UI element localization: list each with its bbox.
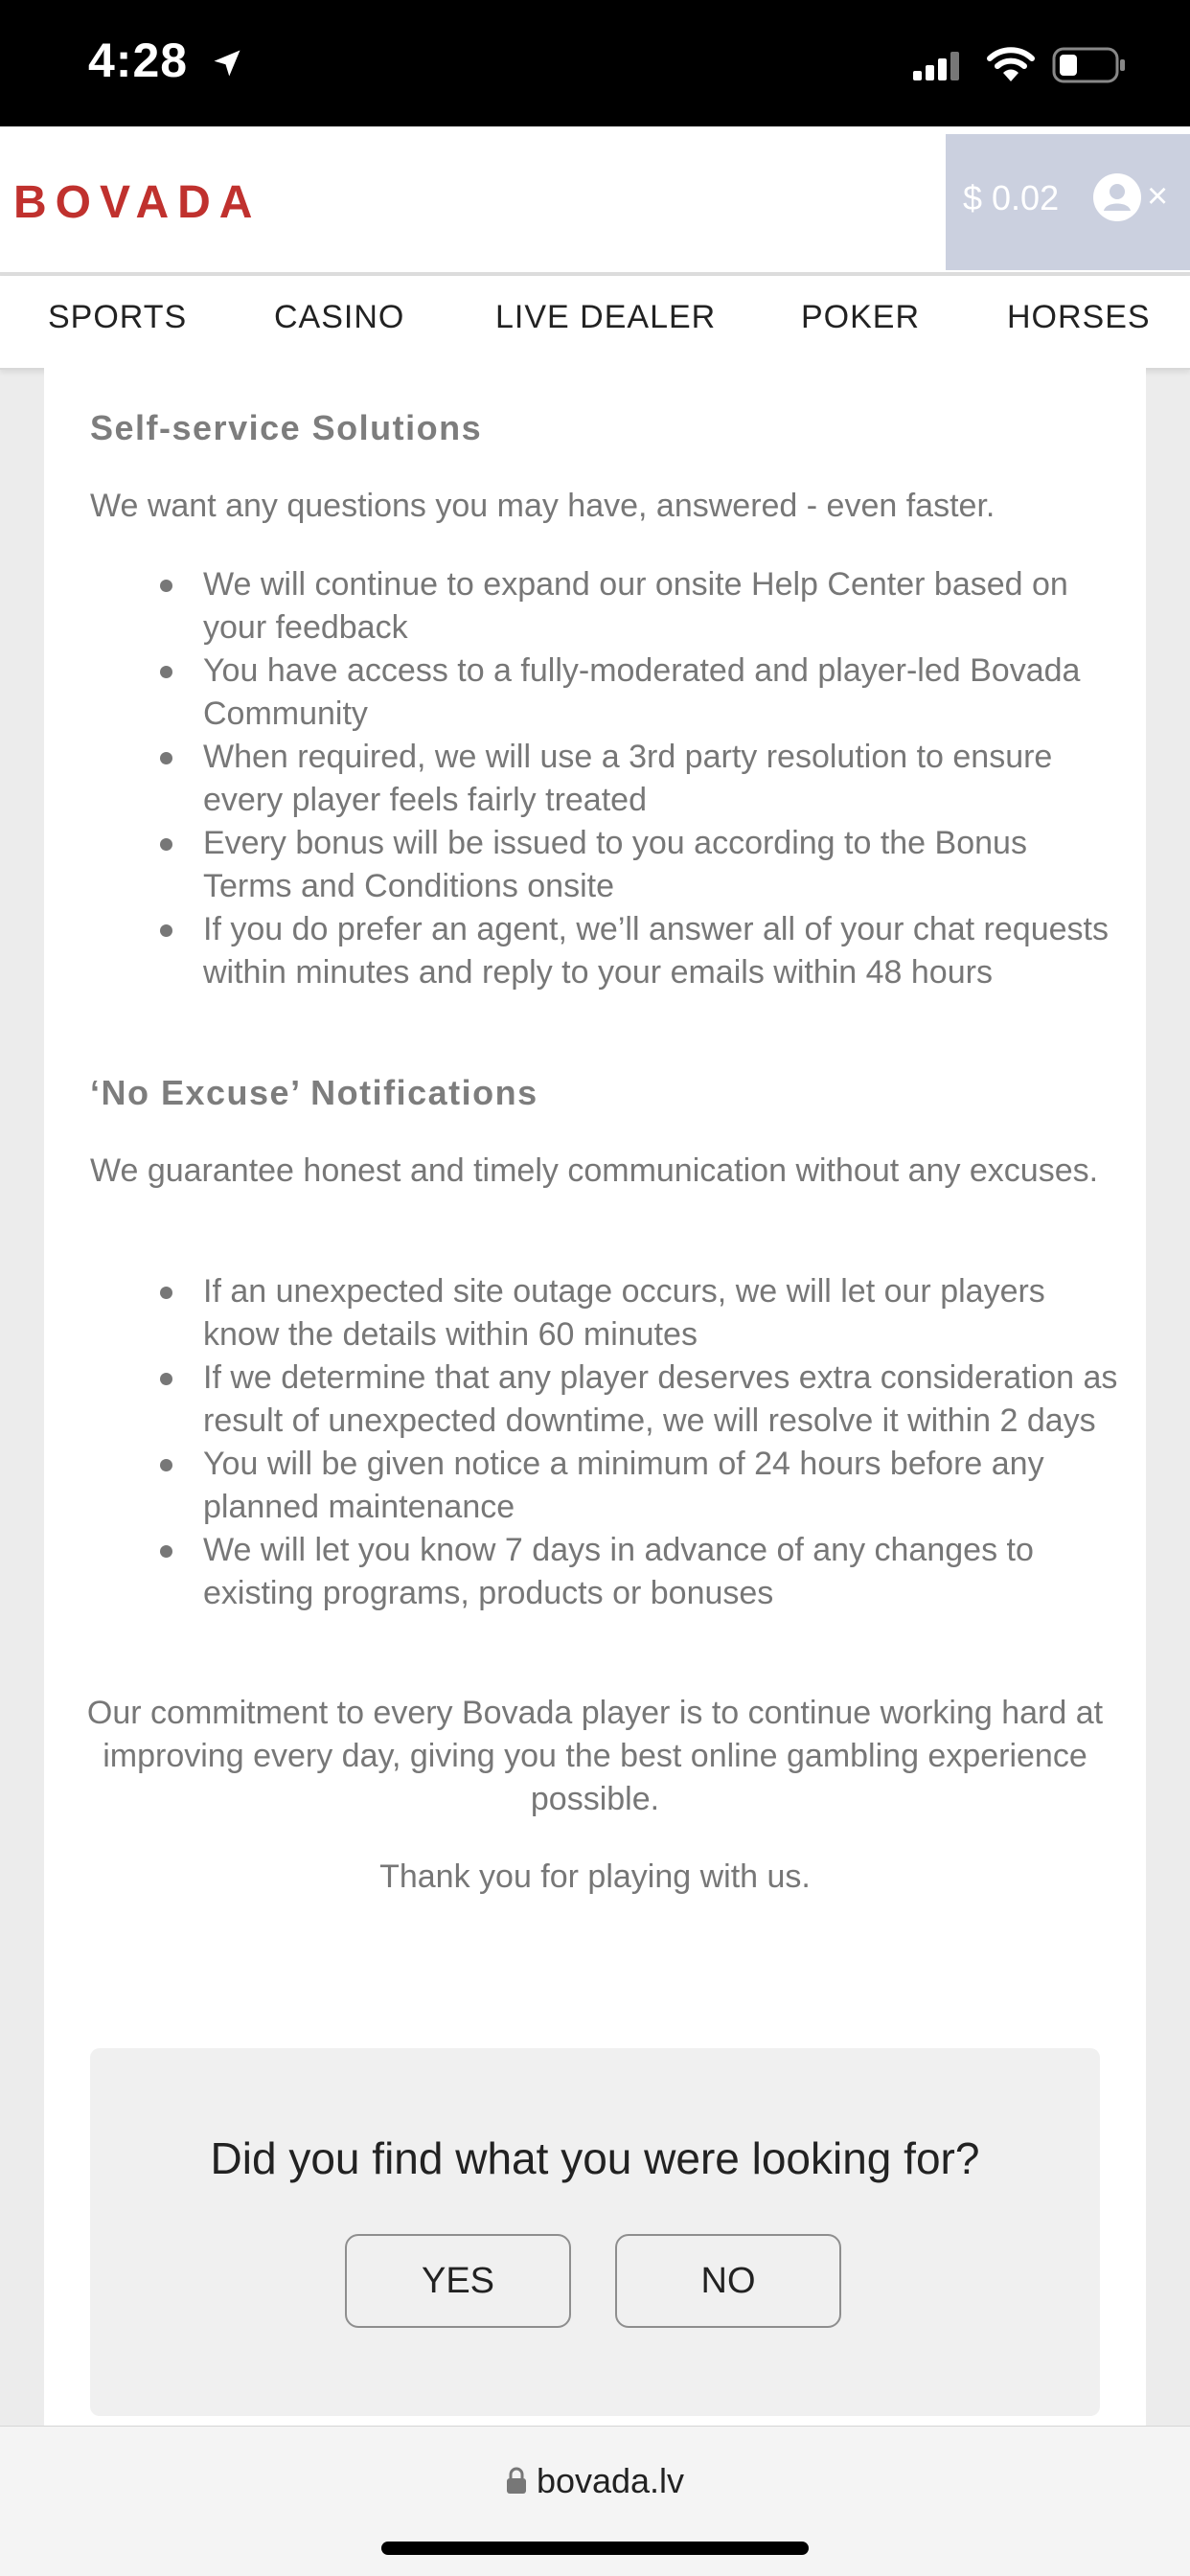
yes-button[interactable]: YES xyxy=(345,2234,571,2328)
nav-live-dealer[interactable]: LIVE DEALER xyxy=(495,299,717,335)
status-time xyxy=(88,33,244,92)
status-bar xyxy=(0,0,1190,126)
no-button[interactable]: NO xyxy=(615,2234,841,2328)
no-excuse-intro: We guarantee honest and timely communication without any excuses. xyxy=(90,1152,1099,1189)
nav-casino[interactable]: CASINO xyxy=(274,299,405,335)
thanks-text: Thank you for playing with us. xyxy=(379,1858,811,1895)
main-nav xyxy=(0,276,1190,370)
feedback-question: Did you find what you were looking for? xyxy=(210,2133,980,2183)
list-item: When required, we will use a 3rd party resolution to ensure every player feels fairly treated xyxy=(203,736,1118,822)
battery-icon xyxy=(1052,46,1129,89)
self-service-title: Self-service Solutions xyxy=(90,408,483,447)
close-icon[interactable]: × xyxy=(1147,176,1169,217)
list-item: You will be given notice a minimum of 24 hours before any planned maintenance xyxy=(203,1443,1118,1529)
cellular-signal-icon xyxy=(913,52,961,85)
lock-icon xyxy=(506,2463,527,2503)
self-service-intro: We want any questions you may have, answered - even faster. xyxy=(90,488,995,524)
nav-horses[interactable]: HORSES xyxy=(1007,299,1151,335)
account-panel[interactable] xyxy=(946,134,1190,270)
no-excuse-title: ‘No Excuse’ Notifications xyxy=(90,1073,538,1112)
list-item: Every bonus will be issued to you according to the Bonus Terms and Conditions onsite xyxy=(203,822,1118,908)
wifi-icon xyxy=(987,46,1035,87)
list-item: If you do prefer an agent, we’ll answer all of your chat requests within minutes and reply to your emails within 48 hours xyxy=(203,908,1118,994)
user-avatar-icon[interactable] xyxy=(1092,172,1142,227)
nav-poker[interactable]: POKER xyxy=(801,299,921,335)
home-indicator[interactable] xyxy=(381,2542,809,2555)
address-bar[interactable] xyxy=(0,2461,1190,2503)
url-text[interactable]: bovada.lv xyxy=(536,2461,685,2500)
list-item: If we determine that any player deserves extra consideration as result of unexpected downtime, we will resolve it within 2 days xyxy=(203,1356,1118,1443)
no-excuse-list xyxy=(203,1270,1118,1615)
list-item: If an unexpected site outage occurs, we will let our players know the details within 60 minutes xyxy=(203,1270,1118,1356)
time-label: 4:28 xyxy=(88,34,189,87)
feedback-box xyxy=(90,2048,1100,2416)
bovada-logo[interactable]: BOVADA xyxy=(13,177,262,228)
list-item: We will continue to expand our onsite Help Center based on your feedback xyxy=(203,563,1118,650)
browser-bottom-bar xyxy=(0,2426,1190,2576)
list-item: We will let you know 7 days in advance of any changes to existing programs, products or bonuses xyxy=(203,1529,1118,1615)
location-arrow-icon xyxy=(210,36,244,92)
self-service-list xyxy=(203,563,1118,994)
list-item: You have access to a fully-moderated and player-led Bovada Community xyxy=(203,650,1118,736)
nav-sports[interactable]: SPORTS xyxy=(48,299,188,335)
account-balance[interactable]: $ 0.02 xyxy=(963,178,1060,217)
commitment-text: Our commitment to every Bovada player is to continue working hard at improving every day, giving you the best online gambling experience possible. xyxy=(86,1695,1104,1817)
site-header xyxy=(0,126,1190,276)
